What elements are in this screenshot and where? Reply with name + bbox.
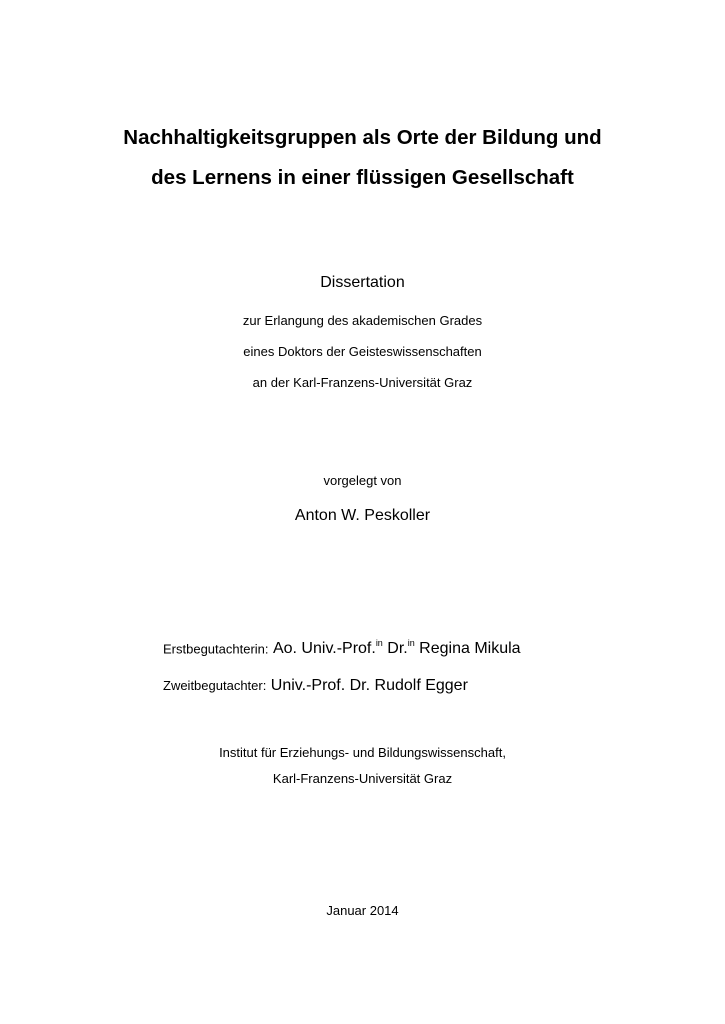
second-reviewer [163, 677, 468, 695]
first-reviewer-name-part3: Regina Mikula [414, 640, 521, 658]
thesis-title-line-1: Nachhaltigkeitsgruppen als Orte der Bildung und [123, 126, 602, 149]
first-reviewer-name-part1: Ao. Univ.-Prof. [272, 640, 376, 658]
second-reviewer-label: Zweitbegutachter: [163, 678, 267, 693]
purpose-line-2: eines Doktors der Geisteswissenschaften [243, 344, 482, 359]
first-reviewer-sup2: in [407, 638, 415, 648]
author-name: Anton W. Peskoller [294, 507, 431, 524]
purpose-line-1: zur Erlangung des akademischen Grades [242, 313, 483, 328]
first-reviewer-name [273, 640, 521, 657]
first-reviewer-sup1: in [375, 638, 383, 648]
submission-date: Januar 2014 [326, 903, 399, 918]
submitted-by-label: vorgelegt von [323, 473, 402, 488]
second-reviewer-name: Univ.-Prof. Dr. Rudolf Egger [270, 677, 468, 694]
institute-line-2: Karl-Franzens-Universität Graz [272, 771, 453, 786]
first-reviewer-label: Erstbegutachterin: [163, 641, 269, 657]
document-type: Dissertation [320, 274, 405, 291]
institute-line-1: Institut für Erziehungs- und Bildungswissenschaft, [219, 745, 506, 760]
purpose-line-3: an der Karl-Franzens-Universität Graz [252, 375, 473, 390]
first-reviewer-name-part2: Dr. [382, 640, 408, 658]
first-reviewer [163, 639, 521, 658]
thesis-title-line-2: des Lernens in einer flüssigen Gesellschaft [151, 166, 574, 189]
